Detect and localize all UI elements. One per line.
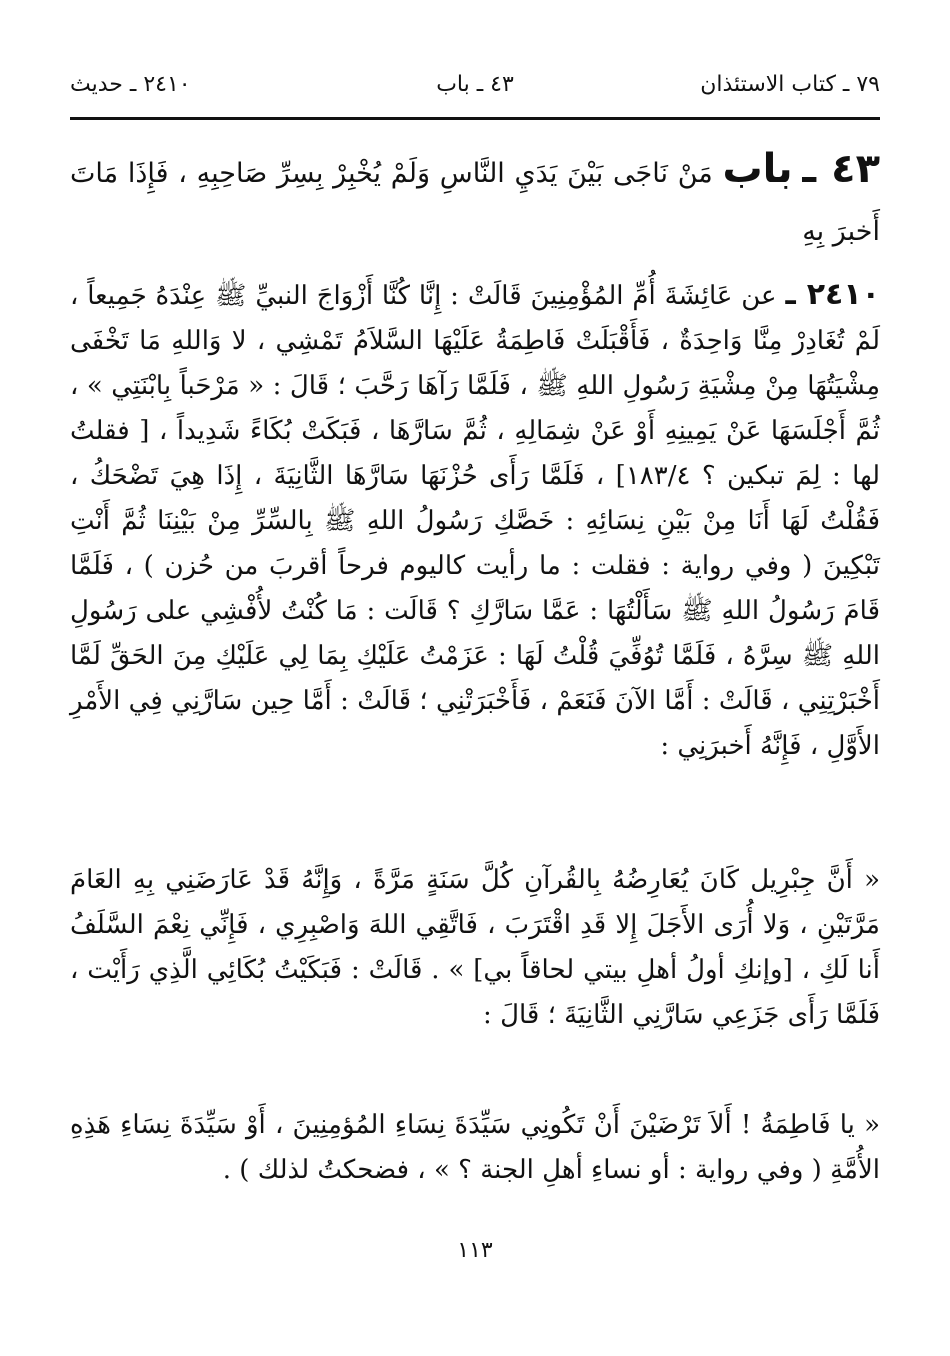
quote-paragraph-2: « يا فَاطِمَةُ ! أَلاَ تَرْضَيْنَ أَنْ تَكُونِي سَيِّدَةَ نِسَاءِ المُؤمِنِينَ ، أَوْ سَيِّدَةَ نِسَاءِ هَذِهِ الأُمَّةِ ( وفي رواية : أو نساءِ أهلِ الجنة ؟ » ، فضحكتُ لذلك ) . <box>70 1110 880 1185</box>
chapter-number: ٤٣ ـ <box>802 146 880 192</box>
hadith-number: ٢٤١٠ ـ <box>785 277 880 312</box>
chapter-title: مَنْ نَاجَى بَيْنَ يَدَيِ النَّاسِ وَلَمْ يُخْبِرْ بِسِرِّ صَاحِبِهِ ، فَإِذَا مَاتَ أَخبرَ بِهِ <box>70 158 880 247</box>
page-number: ١١٣ <box>457 1238 493 1263</box>
header-hadith-ref: ٢٤١٠ ـ حديث <box>70 72 191 97</box>
header-divider <box>70 117 880 120</box>
hadith-text: عن عَائِشَةَ أُمِّ المُؤْمِنِينَ قَالَتْ : إِنَّا كُنَّا أَزْوَاجَ النبيِّ ﷺ عِنْدَهُ جَمِيعاً ، لَمْ تُغَادِرْ مِنَّا وَاحِدَةٌ ، فَأَقْبَلَتْ فَاطِمَةُ عَلَيْهَا السَّلاَمُ تَمْشِي ، لا وَاللهِ مَا تَخْفَى مِشْيَتُهَا مِنْ مِشْيَةِ رَسُولِ اللهِ ﷺ ، فَلَمَّا رَآهَا رَحَّبَ ؛ قَالَ : « مَرْحَباً بِابْنَتِي » ، ثُمَّ أَجْلَسَهَا عَنْ يَمِينِهِ أَوْ عَنْ شِمَالِهِ ، ثُمَّ سَارَّهَا ، فَبَكَتْ بُكَاءً شَدِيداً ، [ فقلتُ لها : لِمَ تبكين ؟ ١٨٣/٤] ، فَلَمَّا رَأَى حُزْنَهَا سَارَّهَا الثَّانِيَةَ ، إِذَا هِيَ تَضْحَكُ ، فَقُلْتُ لَهَا أَنَا مِنْ بَيْنِ نِسَائِهِ : خَصَّكِ رَسُولُ اللهِ ﷺ بِالسِّرِّ مِنْ بَيْنِنَا ثُمَّ أَنْتِ تَبْكِينَ ( وفي رواية : فقلت : ما رأيت كاليوم فرحاً أقربَ من حُزن ) ، فَلَمَّا قَامَ رَسُولُ اللهِ ﷺ سَأَلْتُهَا : عَمَّا سَارَّكِ ؟ قَالَت : مَا كُنْتُ لأُفْشِي على رَسُولِ اللهِ ﷺ سِرَّهُ ، فَلَمَّا تُوُفِّيَ قُلْتُ لَهَا : عَزَمْتُ عَلَيْكِ بِمَا لِي عَلَيْكِ مِنَ الحَقِّ لَمَّا أَخْبَرْتِنِي ، قَالَتْ : أَمَّا الآنَ فَنَعَمْ ، فَأَخْبَرَتْنِي ؛ قَالَتْ : أَمَّا حِين سَارَّنِي فِي الأَمْرِ الأَوَّلِ ، فَإِنَّهُ أَخبرَنِي : <box>70 281 881 761</box>
quote-paragraph-1: « أَنَّ جِبْرِيل كَانَ يُعَارِضُهُ بِالقُرآنِ كُلَّ سَنَةٍ مَرَّةً ، وَإِنَّهُ قَدْ عَارَضَنِي بِهِ العَامَ مَرَّتَيْنِ ، وَلا أُرَى الأَجَلَ إِلا قَدِ اقْتَرَبَ ، فَاتَّقِي اللهَ وَاصْبِرِي ، فَإِنِّي نِعْمَ السَّلَفُ أَنا لَكِ ، [وإنكِ أولُ أهلِ بيتي لحاقاً بي] » . قَالَتْ : فَبَكَيْتُ بُكَائِي الَّذِي رَأَيْت ، فَلَمَّا رَأَى جَزَعِي سَارَّنِي الثَّانِيَةَ ؛ قَالَ : <box>70 865 880 1030</box>
running-header <box>70 72 880 106</box>
chapter-heading <box>70 140 880 261</box>
hadith-paragraph <box>70 272 880 769</box>
header-book-title: ٧٩ ـ كتاب الاستئذان <box>700 72 880 97</box>
chapter-word: باب <box>722 146 793 192</box>
header-chapter-ref: ٤٣ ـ باب <box>436 72 514 97</box>
